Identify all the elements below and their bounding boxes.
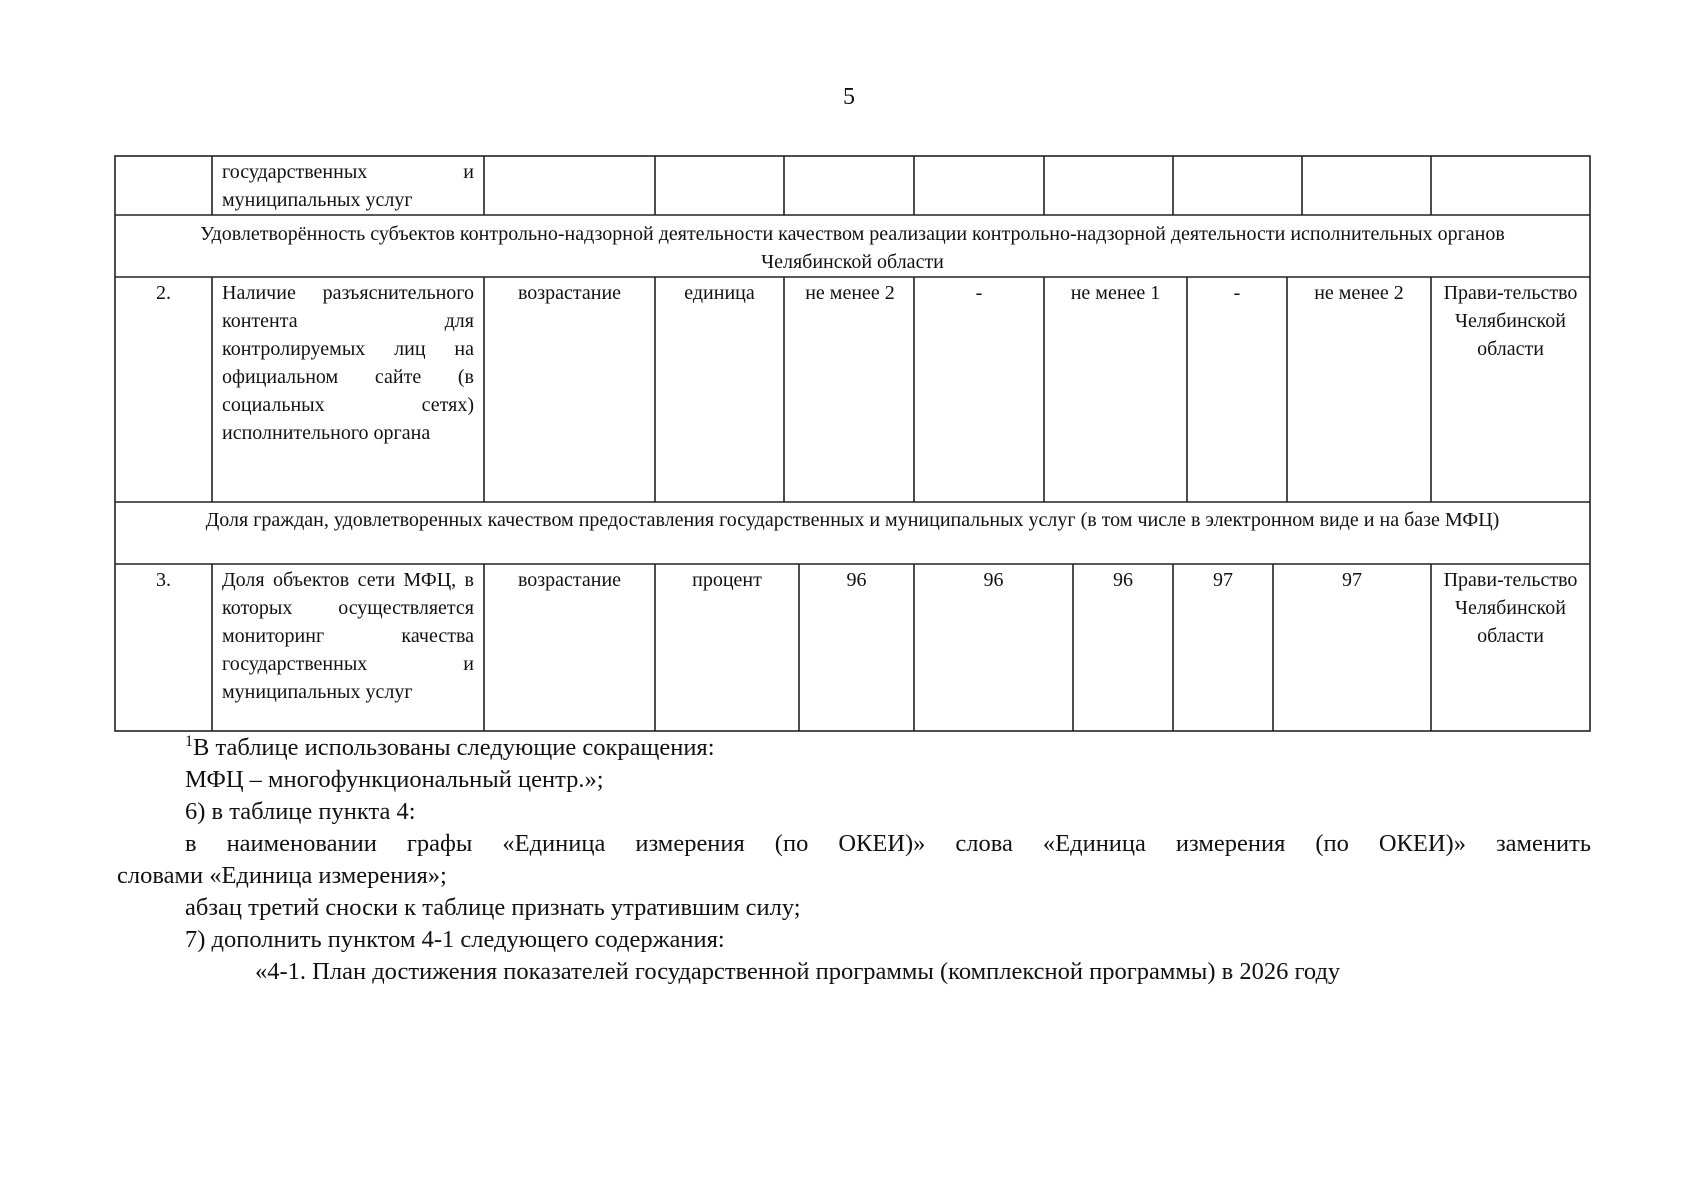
document-body — [117, 732, 1591, 988]
row-cont-name-line2: муниципальных услуг — [222, 189, 413, 211]
row-3-value-4: 97 — [1213, 569, 1233, 591]
row-cont-name-line1: государственных и — [222, 161, 474, 183]
footnote-text: В таблице использованы следующие сокращения: — [193, 734, 715, 761]
row-2-value-1: не менее 2 — [805, 282, 895, 304]
row-3-value-1: 96 — [846, 569, 867, 591]
section-header-1: Удовлетворённость субъектов контрольно-надзорной деятельности качеством реализации контрольно-надзорной деятельности исполнительных органов Челябинской области — [200, 223, 1505, 273]
row-3-responsible: Прави-тельство Челябинской области — [1443, 569, 1578, 647]
row-3-value-3: 96 — [1113, 569, 1133, 591]
row-2-number: 2. — [156, 282, 171, 304]
section-header-2: Доля граждан, удовлетворенных качеством предоставления государственных и муниципальных услуг (в том числе в электронном виде и на базе МФЦ) — [205, 509, 1500, 531]
row-2-name: Наличие разъяснительного контента для контролируемых лиц на официальном сайте (в социальных сетях) исполнительного органа — [222, 282, 474, 444]
row-3-trend: возрастание — [517, 569, 622, 591]
paragraph-4: 7) дополнить пунктом 4-1 следующего содержания: — [185, 926, 725, 953]
row-3-unit: процент — [692, 569, 762, 591]
row-3-value-5: 97 — [1342, 569, 1362, 591]
paragraph-2-line-2: словами «Единица измерения»; — [117, 862, 447, 889]
paragraph-2-line-1: в наименовании графы «Единица измерения (по ОКЕИ)» слова «Единица измерения (по ОКЕИ)» заменить — [185, 830, 1591, 857]
row-3-name: Доля объектов сети МФЦ, в которых осуществляется мониторинг качества государственных и муниципальных услуг — [222, 569, 474, 703]
footnote-line-2: МФЦ – многофункциональный центр.»; — [185, 766, 604, 793]
paragraph-3: абзац третий сноски к таблице признать утратившим силу; — [185, 894, 801, 921]
footnote-line-1 — [117, 732, 1591, 764]
page-number: 5 — [843, 84, 855, 110]
paragraph-5: «4-1. План достижения показателей государственной программы (комплексной программы) в 2026 году — [255, 958, 1341, 985]
row-2-responsible: Прави-тельство Челябинской области — [1443, 282, 1578, 360]
paragraph-1: 6) в таблице пункта 4: — [185, 798, 416, 825]
row-2-value-5: не менее 2 — [1314, 282, 1404, 304]
row-2-value-3: не менее 1 — [1070, 282, 1161, 304]
row-2-value-2: - — [975, 282, 983, 304]
row-3-number: 3. — [156, 569, 171, 591]
footnote-marker: 1 — [185, 732, 193, 750]
row-2-value-4: - — [1233, 282, 1241, 304]
row-2-trend: возрастание — [517, 282, 622, 304]
row-3-value-2: 96 — [983, 569, 1004, 591]
row-2-unit: единица — [684, 282, 755, 304]
